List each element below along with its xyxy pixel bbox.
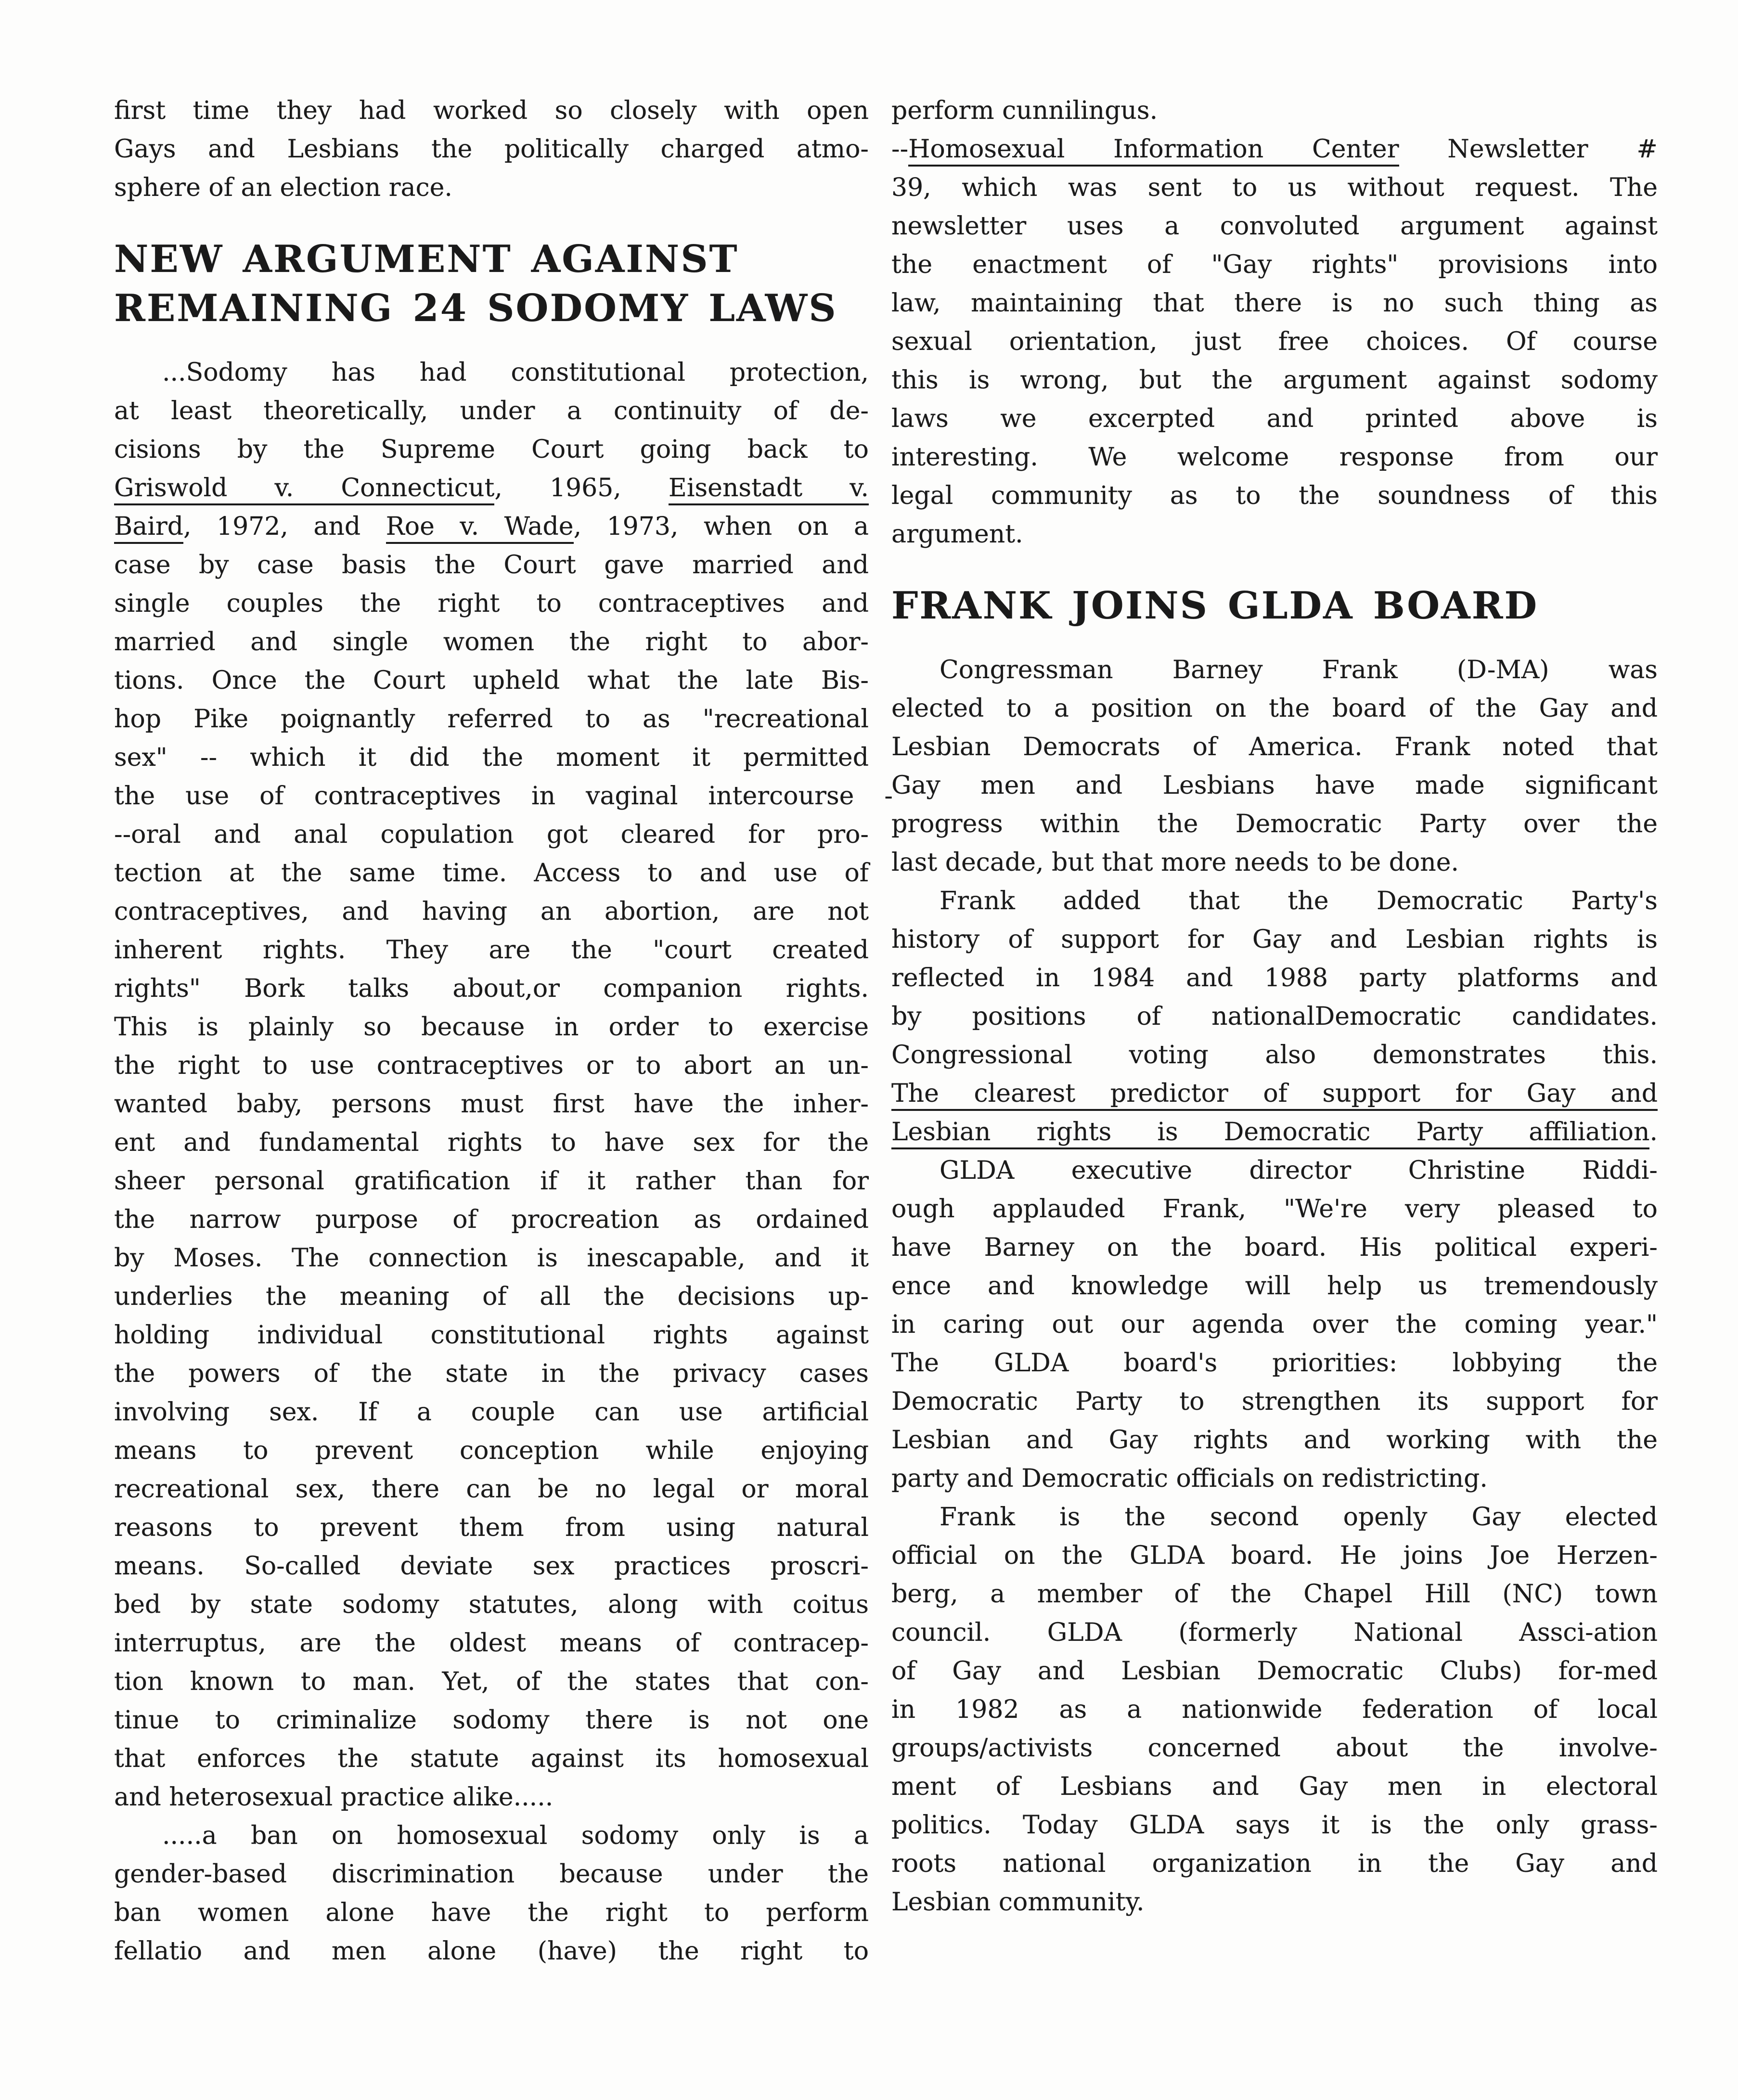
text-segment: legal community as to the soundness of this <box>891 481 1658 510</box>
text-segment: ough applauded Frank, "We're very pleased to <box>891 1195 1658 1224</box>
underlined-text: Baird <box>114 512 183 544</box>
text-line <box>114 1894 869 1932</box>
text-line <box>891 959 1658 997</box>
text-line <box>891 1190 1658 1228</box>
text-line <box>114 1932 869 1971</box>
paragraph <box>891 130 1658 554</box>
paragraph <box>114 91 869 207</box>
text-line <box>891 515 1658 554</box>
text-line <box>114 1277 869 1316</box>
text-line <box>891 1382 1658 1421</box>
text-segment: official on the GLDA board. He joins Joe Herzen- <box>891 1541 1658 1570</box>
text-line <box>891 843 1658 882</box>
text-line <box>891 805 1658 843</box>
text-line <box>891 1459 1658 1498</box>
text-segment: Gay men and Lesbians have made significant <box>891 771 1658 800</box>
text-segment: rights" Bork talks about,or companion rights. <box>114 974 869 1003</box>
text-line <box>891 130 1658 168</box>
text-segment: by positions of nationalDemocratic candidates. <box>891 1002 1658 1031</box>
text-line <box>891 1536 1658 1575</box>
text-line <box>891 399 1658 438</box>
text-line <box>891 766 1658 805</box>
text-line <box>114 1162 869 1200</box>
text-segment: involving sex. If a couple can use artificial <box>114 1398 869 1427</box>
text-segment: underlies the meaning of all the decisions up- <box>114 1282 869 1311</box>
text-line <box>114 507 869 546</box>
text-line <box>114 1431 869 1470</box>
text-segment: inherent rights. They are the "court created <box>114 936 869 965</box>
text-line <box>891 1806 1658 1844</box>
text-line <box>891 168 1658 207</box>
text-line <box>114 1778 869 1817</box>
section-heading-line: NEW ARGUMENT AGAINST <box>114 237 739 281</box>
text-line <box>114 1354 869 1393</box>
text-line <box>114 1239 869 1277</box>
text-segment: have Barney on the board. His political experi- <box>891 1233 1658 1262</box>
text-line <box>114 738 869 777</box>
text-line <box>114 700 869 738</box>
section-heading-frank-joins-glda-board <box>891 581 1658 631</box>
text-line <box>114 661 869 700</box>
text-segment: tions. Once the Court upheld what the late Bis- <box>114 666 869 695</box>
text-segment: , 1972, and <box>183 512 386 541</box>
text-segment: interruptus, are the oldest means of contracep- <box>114 1629 869 1658</box>
text-segment: Lesbian Democrats of America. Frank noted that <box>891 733 1658 761</box>
text-line <box>891 284 1658 322</box>
text-line <box>891 1074 1658 1113</box>
text-segment: tinue to criminalize sodomy there is not one <box>114 1706 869 1735</box>
text-segment: the use of contraceptives in vaginal intercourse - <box>114 782 893 811</box>
text-segment: the right to use contraceptives or to abort an un- <box>114 1051 869 1080</box>
text-line <box>114 1662 869 1701</box>
text-line <box>891 1498 1658 1536</box>
text-segment: , 1965, <box>494 474 669 502</box>
text-segment: politics. Today GLDA says it is the only grass- <box>891 1811 1658 1840</box>
text-segment: progress within the Democratic Party over the <box>891 810 1658 838</box>
underlined-text: Eisenstadt v. <box>669 474 869 505</box>
text-segment: GLDA executive director Christine Riddi- <box>940 1156 1658 1185</box>
text-segment: sheer personal gratification if it rather than for <box>114 1167 869 1196</box>
text-line <box>891 1113 1658 1151</box>
text-segment: --oral and anal copulation got cleared for pro- <box>114 820 869 849</box>
text-line <box>114 1624 869 1662</box>
text-line <box>114 1817 869 1855</box>
text-segment: interesting. We welcome response from our <box>891 443 1658 472</box>
text-segment: council. GLDA (formerly National Assci-ation <box>891 1618 1658 1647</box>
text-segment: wanted baby, persons must first have the inher- <box>114 1090 869 1119</box>
text-line <box>891 1305 1658 1344</box>
text-segment: ence and knowledge will help us tremendously <box>891 1272 1658 1301</box>
text-segment: holding individual constitutional rights against <box>114 1321 869 1350</box>
text-segment: Lesbian community. <box>891 1888 1145 1917</box>
section-heading-line: REMAINING 24 SODOMY LAWS <box>114 286 837 330</box>
text-segment: party and Democratic officials on redistricting. <box>891 1464 1488 1493</box>
text-segment: reasons to prevent them from using natural <box>114 1513 869 1542</box>
text-segment: , 1973, when on a <box>573 512 869 541</box>
text-segment: by Moses. The connection is inescapable, and it <box>114 1244 869 1273</box>
text-segment: the narrow purpose of procreation as ordained <box>114 1205 869 1234</box>
text-segment: ent and fundamental rights to have sex for the <box>114 1128 869 1157</box>
text-line <box>114 931 869 969</box>
text-line <box>114 1316 869 1354</box>
text-line <box>114 584 869 623</box>
text-segment: 39, which was sent to us without request. The <box>891 173 1658 202</box>
text-line <box>891 1036 1658 1074</box>
text-segment: newsletter uses a convoluted argument against <box>891 212 1658 241</box>
text-segment: law, maintaining that there is no such thing as <box>891 289 1658 318</box>
text-line <box>891 1883 1658 1921</box>
text-line <box>114 1008 869 1046</box>
text-segment: ban women alone have the right to perform <box>114 1898 869 1927</box>
text-segment: berg, a member of the Chapel Hill (NC) town <box>891 1580 1658 1609</box>
paragraph <box>891 91 1658 130</box>
text-line <box>114 91 869 130</box>
text-segment: history of support for Gay and Lesbian rights is <box>891 925 1658 954</box>
text-segment: argument. <box>891 520 1023 549</box>
underlined-text: Roe v. Wade <box>386 512 574 544</box>
text-line <box>891 1652 1658 1690</box>
text-line <box>114 469 869 507</box>
text-line <box>114 1123 869 1162</box>
text-line <box>114 1393 869 1431</box>
text-line <box>114 1508 869 1547</box>
underlined-text: Homosexual Information Center <box>908 135 1399 167</box>
text-line <box>891 477 1658 515</box>
text-line <box>891 997 1658 1036</box>
text-segment: Frank is the second openly Gay elected <box>940 1503 1658 1532</box>
section-heading-line: FRANK JOINS GLDA BOARD <box>891 584 1539 628</box>
paragraph <box>114 1817 869 1971</box>
text-line <box>114 130 869 168</box>
section-heading-new-argument-against-remaining-24-sodomy-laws <box>114 235 869 333</box>
paragraph <box>891 1151 1658 1498</box>
text-line <box>891 245 1658 284</box>
text-segment: bed by state sodomy statutes, along with coitus <box>114 1590 869 1619</box>
text-line <box>891 1228 1658 1267</box>
paragraph <box>891 651 1658 882</box>
text-line <box>114 430 869 469</box>
text-line <box>114 392 869 430</box>
text-line <box>891 1767 1658 1806</box>
text-segment: -- <box>891 135 909 164</box>
text-segment: ment of Lesbians and Gay men in electoral <box>891 1772 1658 1801</box>
paragraph <box>891 882 1658 1151</box>
text-segment: The GLDA board's priorities: lobbying the <box>891 1349 1658 1378</box>
text-segment: that enforces the statute against its homosexual <box>114 1744 869 1773</box>
text-segment: tection at the same time. Access to and use of <box>114 859 869 888</box>
text-line <box>891 920 1658 959</box>
text-line <box>114 546 869 584</box>
underlined-text: The clearest predictor of support for Gay and <box>891 1079 1658 1111</box>
text-segment: Gays and Lesbians the politically charged atmo- <box>114 135 869 164</box>
text-line <box>114 854 869 892</box>
text-segment: Lesbian and Gay rights and working with the <box>891 1426 1658 1455</box>
text-segment: means to prevent conception while enjoying <box>114 1436 869 1465</box>
text-segment: the enactment of "Gay rights" provisions into <box>891 250 1658 279</box>
text-segment: contraceptives, and having an abortion, are not <box>114 897 869 926</box>
text-line <box>891 1344 1658 1382</box>
text-line <box>114 892 869 931</box>
text-segment: this is wrong, but the argument against sodomy <box>891 366 1658 395</box>
text-line <box>891 438 1658 477</box>
text-line <box>114 1200 869 1239</box>
column-left <box>114 91 893 1971</box>
text-segment: gender-based discrimination because under the <box>114 1860 869 1889</box>
text-segment: This is plainly so because in order to exercise <box>114 1013 869 1042</box>
text-line <box>891 689 1658 728</box>
text-segment: at least theoretically, under a continuity of de- <box>114 397 869 425</box>
text-segment: elected to a position on the board of the Gay and <box>891 694 1658 723</box>
text-line <box>891 207 1658 245</box>
text-segment: hop Pike poignantly referred to as "recreational <box>114 705 869 734</box>
text-segment: Congressional voting also demonstrates this. <box>891 1041 1658 1069</box>
underlined-text: Lesbian rights is Democratic Party affiliation <box>891 1118 1649 1149</box>
text-segment: in caring out our agenda over the coming year." <box>891 1310 1658 1339</box>
text-line <box>891 1729 1658 1767</box>
text-segment: perform cunnilingus. <box>891 96 1158 125</box>
text-segment: recreational sex, there can be no legal or moral <box>114 1475 869 1504</box>
text-segment: sphere of an election race. <box>114 173 452 202</box>
text-line <box>891 91 1658 130</box>
text-line <box>114 1701 869 1739</box>
text-line <box>891 651 1658 689</box>
text-line <box>114 815 869 854</box>
text-segment: Democratic Party to strengthen its support for <box>891 1387 1658 1416</box>
paragraph <box>114 353 893 1817</box>
text-line <box>114 1470 869 1508</box>
text-line <box>891 1613 1658 1652</box>
text-line <box>891 1151 1658 1190</box>
text-segment: case by case basis the Court gave married and <box>114 551 869 580</box>
text-line <box>114 353 869 392</box>
text-segment: means. So-called deviate sex practices proscri- <box>114 1552 869 1581</box>
text-segment: sex" -- which it did the moment it permitted <box>114 743 869 772</box>
text-segment: fellatio and men alone (have) the right to <box>114 1937 869 1966</box>
text-line <box>891 1267 1658 1305</box>
text-segment: ...Sodomy has had constitutional protection, <box>162 358 869 387</box>
text-line <box>891 1844 1658 1883</box>
text-line <box>114 1085 869 1123</box>
text-line <box>891 728 1658 766</box>
text-segment: single couples the right to contraceptives and <box>114 589 869 618</box>
text-line <box>114 1547 869 1585</box>
text-segment: Newsletter # <box>1399 135 1658 164</box>
text-line <box>114 1855 869 1894</box>
paragraph <box>891 1498 1658 1921</box>
text-segment: Frank added that the Democratic Party's <box>940 887 1658 915</box>
text-line <box>891 1575 1658 1613</box>
text-segment: married and single women the right to abor- <box>114 628 869 657</box>
text-line <box>891 322 1658 361</box>
text-line <box>114 623 869 661</box>
underlined-text: Griswold v. Connecticut <box>114 474 494 505</box>
text-segment: Congressman Barney Frank (D-MA) was <box>940 656 1658 684</box>
text-segment: in 1982 as a nationwide federation of local <box>891 1695 1658 1724</box>
text-line <box>114 969 869 1008</box>
text-segment: .....a ban on homosexual sodomy only is a <box>162 1821 869 1850</box>
text-segment: and heterosexual practice alike..... <box>114 1783 554 1812</box>
text-segment: the powers of the state in the privacy cases <box>114 1359 869 1388</box>
text-line <box>114 1585 869 1624</box>
text-segment: first time they had worked so closely with open <box>114 96 869 125</box>
text-segment: sexual orientation, just free choices. Of course <box>891 327 1658 356</box>
text-line <box>891 1421 1658 1459</box>
column-right <box>891 91 1658 1921</box>
text-line <box>891 361 1658 399</box>
text-segment: laws we excerpted and printed above is <box>891 404 1658 433</box>
text-segment: groups/activists concerned about the involve- <box>891 1734 1658 1763</box>
text-line <box>891 882 1658 920</box>
text-segment: last decade, but that more needs to be done. <box>891 848 1459 877</box>
text-line <box>114 168 869 207</box>
text-segment: reflected in 1984 and 1988 party platforms and <box>891 964 1658 992</box>
text-line <box>114 1739 869 1778</box>
text-segment: cisions by the Supreme Court going back to <box>114 435 869 464</box>
text-segment: tion known to man. Yet, of the states that con- <box>114 1667 869 1696</box>
text-segment: of Gay and Lesbian Democratic Clubs) for-med <box>891 1657 1658 1686</box>
text-segment: . <box>1649 1118 1658 1147</box>
text-line <box>891 1690 1658 1729</box>
text-line <box>114 1046 869 1085</box>
text-segment: roots national organization in the Gay and <box>891 1849 1658 1878</box>
text-line <box>114 777 893 815</box>
